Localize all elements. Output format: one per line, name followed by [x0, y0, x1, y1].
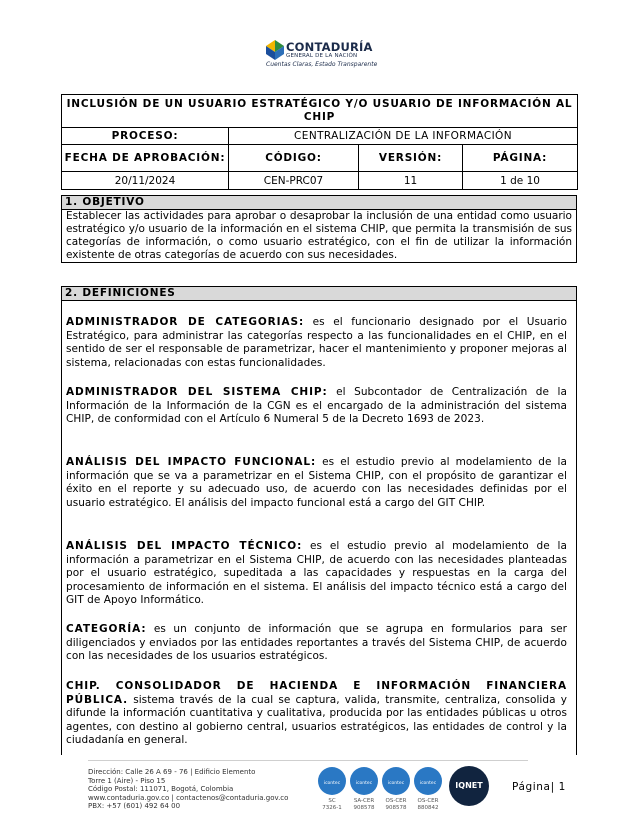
section-heading: 1. OBJETIVO: [62, 196, 576, 210]
badge-label: OS-CER 908578: [385, 798, 407, 811]
pagina-label: PÁGINA:: [463, 145, 578, 172]
logo-mark-icon: [266, 40, 284, 60]
definition-term: ADMINISTRADOR DE CATEGORIAS: [66, 316, 299, 328]
logo-name: CONTADURÍA: [286, 40, 373, 54]
proceso-label: PROCESO:: [62, 128, 229, 145]
definition-text: es el estudio previo al modelamiento de la información a parametrizar en el Sistema CHIP, de acuerdo con las necesidades planteadas por el usuario estratégico, supeditada a las capacidades y respuestas en la carga del procesamiento de información en el sistema. El análisis del impacto técnico está a cargo del GIT de Apoyo Informático.: [66, 540, 567, 607]
contaduria-logo: [262, 38, 382, 70]
badge-label: SC 7326-1: [322, 798, 342, 811]
definition-term: CHIP. CONSOLIDADOR DE HACIENDA E INFORMACIÓN FINANCIERA PÚBLICA: [66, 680, 567, 706]
definition-item: CATEGORÍA: es un conjunto de información que se agrupa en formularios para ser diligenciados y enviados por las entidades reportantes a través del Sistema CHIP, de acuerdo con las necesidades de los usuarios estratégicos.: [66, 623, 567, 663]
objetivo-text: Establecer las actividades para aprobar o desaprobar la inclusión de una entidad como usuario estratégico y/o usuario de la información en el sistema CHIP, que permita la transmisión de sus categorías de información, o como usuario estratégico, con el fin de utilizar la información existente de otras categorías de acuerdo con sus necesidades.: [66, 210, 572, 261]
definition-text: el Subcontador de Centralización de la Información de la Información de la CGN es el encargado de la administración del sistema CHIP, de conformidad con el Artículo 6 Numeral 5 de la Decreto 1693 de 2023.: [66, 386, 567, 426]
document-title: INCLUSIÓN DE UN USUARIO ESTRATÉGICO Y/O USUARIO DE INFORMACIÓN AL CHIP: [62, 95, 578, 128]
definition-term: ADMINISTRADOR DEL SISTEMA CHIP: [66, 386, 323, 398]
definition-text: sistema través de la cual se captura, valida, transmite, centraliza, consolida y difunde la información cuantitativa y cualitativa, producida por las entidades públicas u otros agentes, con destino al gobierno central, usuarios estratégicos, las entidades de control y la ciudadanía en general.: [66, 693, 567, 747]
page-number: Página| 1: [512, 781, 566, 793]
pagina-value: 1 de 10: [463, 172, 578, 190]
definition-item: ADMINISTRADOR DEL SISTEMA CHIP: el Subcontador de Centralización de la Información de la Información de la CGN es el encargado de la administración del sistema CHIP, de conformidad con el Artículo 6 Numeral 5 de la Decreto 1693 de 2023.: [66, 386, 567, 426]
definition-item: CHIP. CONSOLIDADOR DE HACIENDA E INFORMACIÓN FINANCIERA PÚBLICA. sistema través de la cual se captura, valida, transmite, centraliza, consolida y difunde la información cuantitativa y cualitativa, producida por las entidades públicas u otros agentes, con destino al gobierno central, usuarios estratégicos, las entidades de control y la ciudadanía en general.: [66, 680, 567, 747]
fecha-label: FECHA DE APROBACIÓN:: [62, 145, 229, 172]
certification-badge-icon: icontec: [350, 767, 378, 795]
definition-term: ANÁLISIS DEL IMPACTO TÉCNICO: [66, 540, 298, 552]
definition-item: ANÁLISIS DEL IMPACTO TÉCNICO: es el estudio previo al modelamiento de la información a parametrizar en el Sistema CHIP, de acuerdo con las necesidades planteadas por el usuario estratégico, supeditada a las capacidades y respuestas en la carga del procesamiento de información en el sistema. El análisis del impacto técnico está a cargo del GIT de Apoyo Informático.: [66, 540, 567, 607]
version-label: VERSIÓN:: [359, 145, 463, 172]
badge-label: SA-CER 908578: [353, 798, 375, 811]
definition-text: es el funcionario designado por el Usuario Estratégico, para administrar las categorías respecto a las funcionalidades en el CHIP, en el sentido de ser el responsable de parametrizar, hacer el mantenimiento y proponer mejoras al sistema, relacionadas con estas funcionalidades.: [66, 316, 567, 369]
definition-term: CATEGORÍA: [66, 623, 142, 635]
definition-term: ANÁLISIS DEL IMPACTO FUNCIONAL: [66, 456, 311, 468]
section-heading: 2. DEFINICIONES: [62, 287, 576, 300]
section-objetivo: [61, 195, 577, 263]
badge-label: OS-CER 880842: [417, 798, 439, 811]
certification-badge-icon: icontec: [318, 767, 346, 795]
iqnet-logo: IQNET: [449, 766, 489, 806]
definition-item: ADMINISTRADOR DE CATEGORIAS: es el funcionario designado por el Usuario Estratégico, para administrar las categorías respecto a las funcionalidades en el CHIP, en el sentido de ser el responsable de parametrizar, hacer el mantenimiento y proponer mejoras al sistema, relacionadas con estas funcionalidades.: [66, 316, 567, 369]
certification-badge-icon: icontec: [414, 767, 442, 795]
footer-divider: [88, 760, 528, 761]
certification-badge-icon: icontec: [382, 767, 410, 795]
footer-contact-link[interactable]: www.contaduria.gov.co | contactenos@contaduria.gov.co: [88, 793, 289, 802]
definition-text: es el estudio previo al modelamiento de la información que se va a parametrizar en el Sistema CHIP, con el propósito de garantizar el éxito en el reporte y su adecuado uso, de acuerdo con las necesidades definidas por el usuario estratégico. El análisis del impacto funcional está a cargo del GIT CHIP.: [66, 456, 567, 509]
section-definiciones: [61, 286, 577, 301]
proceso-value: CENTRALIZACIÓN DE LA INFORMACIÓN: [229, 128, 578, 145]
definition-item: ANÁLISIS DEL IMPACTO FUNCIONAL: es el estudio previo al modelamiento de la información que se va a parametrizar en el Sistema CHIP, con el propósito de garantizar el éxito en el reporte y su adecuado uso, de acuerdo con las necesidades definidas por el usuario estratégico. El análisis del impacto funcional está a cargo del GIT CHIP.: [66, 456, 567, 509]
logo-subtitle: GENERAL DE LA NACIÓN: [286, 53, 358, 59]
codigo-label: CÓDIGO:: [229, 145, 359, 172]
version-value: 11: [359, 172, 463, 190]
definition-text: es un conjunto de información que se agrupa en formularios para ser diligenciados y enviados por las entidades reportantes a través del Sistema CHIP, de acuerdo con las necesidades de los usuarios estratégicos.: [66, 623, 567, 663]
logo-slogan: Cuentas Claras, Estado Transparente: [266, 61, 378, 68]
document-header-table: [61, 94, 578, 190]
fecha-value: 20/11/2024: [62, 172, 229, 190]
codigo-value: CEN-PRC07: [229, 172, 359, 190]
footer-address: Dirección: Calle 26 A 69 - 76 | Edificio Elemento Torre 1 (Aire) - Piso 15 Código Postal: 111071, Bogotá, Colombia www.contaduria.gov.co | contactenos@contaduria.gov.co PBX: +57 (601) 492 64 00: [88, 768, 289, 811]
